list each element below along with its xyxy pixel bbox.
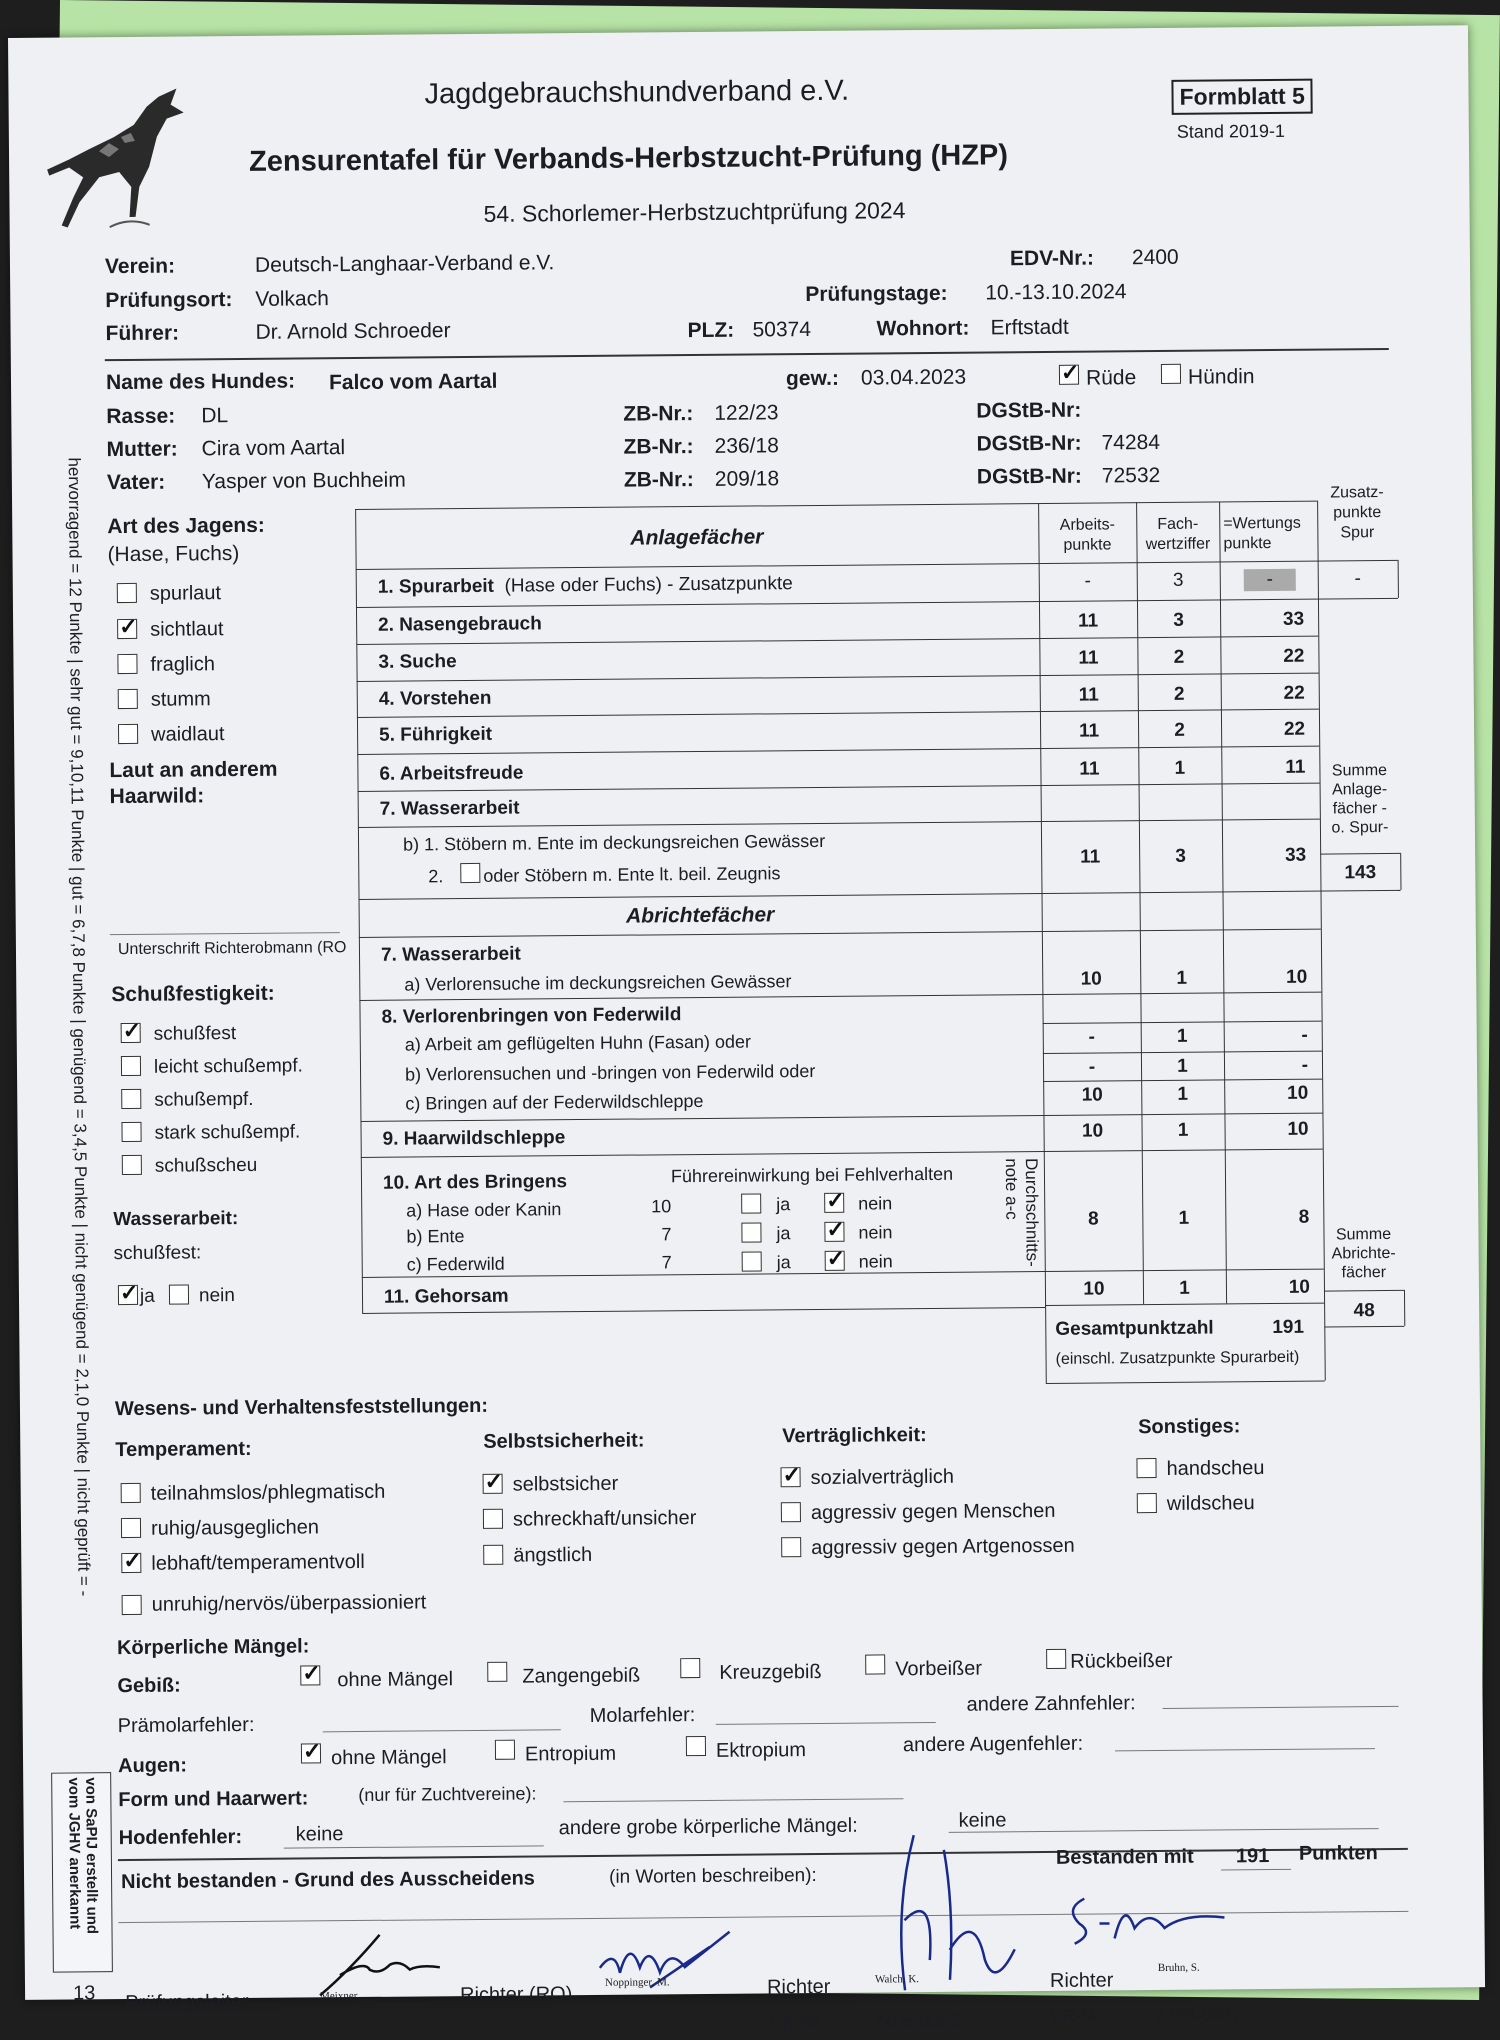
ro-label: Richter (RO) bbox=[460, 1983, 573, 2007]
abricht-header: Abrichtefächer bbox=[625, 903, 775, 928]
wp-cell: 11 bbox=[1285, 756, 1306, 778]
augen-option: ohne Mängel bbox=[330, 1746, 447, 1770]
summe-anlage-label: Summe bbox=[1331, 761, 1388, 780]
nein-label: nein bbox=[858, 1222, 893, 1243]
row-sub-label: c) Bringen auf der Federwildschleppe bbox=[405, 1090, 704, 1114]
dog-name-label: Name des Hundes: bbox=[105, 369, 296, 395]
tage-value: 10.-13.10.2024 bbox=[985, 280, 1127, 305]
bringen-ja-checkbox[interactable] bbox=[742, 1251, 762, 1271]
row-label: 8. Verlorenbringen von Federwild bbox=[381, 1004, 682, 1028]
nicht-bestanden-label: Nicht bestanden - Grund des Ausscheidens bbox=[121, 1867, 535, 1894]
koerper-title: Körperliche Mängel: bbox=[116, 1635, 310, 1660]
summe-abricht-label-3: fächer bbox=[1341, 1264, 1387, 1282]
nein-label: nein bbox=[858, 1251, 893, 1272]
name-richter1: Walch, K. bbox=[874, 1973, 920, 1986]
vert-option: aggressiv gegen Artgenossen bbox=[811, 1534, 1075, 1560]
tage-label: Prüfungstage: bbox=[805, 281, 948, 307]
fw-cell: 3 bbox=[1173, 609, 1184, 631]
praemolar-label: Prämolarfehler: bbox=[117, 1713, 255, 1738]
gebiss-option: Kreuzgebiß bbox=[719, 1660, 822, 1684]
row-sub-label: a) Arbeit am geflügelten Huhn (Fasan) oder bbox=[404, 1031, 752, 1055]
zb-label: ZB-Nr.: bbox=[623, 435, 694, 459]
plz-label: PLZ: bbox=[687, 318, 735, 343]
wertung-header: =Wertungs bbox=[1223, 514, 1301, 533]
fw-cell: 1 bbox=[1174, 757, 1186, 779]
fw-cell: 1 bbox=[1177, 1055, 1188, 1077]
schuss-checkbox[interactable] bbox=[121, 1056, 141, 1076]
fuehrereinwirkung-header: Führereinwirkung bei Fehlverhalten bbox=[670, 1163, 954, 1187]
dgstb-mutter: 74284 bbox=[1101, 430, 1161, 455]
fw-cell: 2 bbox=[1174, 719, 1185, 741]
sonst-title: Sonstiges: bbox=[1138, 1415, 1241, 1439]
gew-label: gew.: bbox=[785, 366, 839, 391]
zb-label: ZB-Nr.: bbox=[623, 402, 694, 426]
zb-vater: 209/18 bbox=[714, 467, 780, 491]
dgstb-vater: 72532 bbox=[1101, 463, 1161, 488]
row-spurarbeit: 1. Spurarbeit (Hase oder Fuchs) - Zusatzpunkte bbox=[377, 573, 793, 598]
sonst-option: wildscheu bbox=[1166, 1492, 1255, 1515]
fw-cell: 2 bbox=[1173, 646, 1185, 668]
selbst-option: selbstsicher bbox=[512, 1472, 619, 1496]
wohnort-label: Wohnort: bbox=[876, 316, 970, 341]
fill-line bbox=[1163, 1706, 1399, 1709]
sonst-option: handscheu bbox=[1166, 1457, 1265, 1480]
summe-anlage-label-4: o. Spur- bbox=[1331, 818, 1389, 837]
jagen-checkbox[interactable] bbox=[117, 619, 137, 639]
row-7b1: b) 1. Stöbern m. Ente im deckungsreichen Gewässer bbox=[402, 830, 826, 855]
laut-title-2: Haarwild: bbox=[109, 784, 205, 809]
huendin-label: Hündin bbox=[1187, 365, 1255, 389]
fuehrer-value: Dr. Arnold Schroeder bbox=[255, 319, 451, 344]
page-number: 13 bbox=[72, 1982, 96, 2005]
summe-anlage-value: 143 bbox=[1344, 862, 1377, 884]
fachwert-header: Fach- bbox=[1157, 515, 1199, 533]
augen-option: Ektropium bbox=[715, 1739, 807, 1762]
vert-option: aggressiv gegen Menschen bbox=[810, 1499, 1056, 1525]
ruede-label: Rüde bbox=[1085, 366, 1137, 390]
ap-cell: 10 bbox=[1080, 968, 1102, 990]
vr-label: VR-Nr.: bbox=[1050, 2005, 1110, 2026]
wasser-title: Wasserarbeit: bbox=[113, 1208, 239, 1231]
row-label: 11. Gehorsam bbox=[383, 1285, 509, 1308]
ruede-checkbox[interactable] bbox=[1059, 365, 1079, 385]
jagen-option: fraglich bbox=[150, 653, 216, 676]
bringen-row-value: 10 bbox=[651, 1196, 672, 1217]
mutter-label: Mutter: bbox=[106, 437, 178, 462]
zb-label: ZB-Nr.: bbox=[623, 468, 694, 492]
vert-option: sozialverträglich bbox=[810, 1465, 955, 1490]
row-sub-label: a) Verlorensuche im deckungsreichen Gewässer bbox=[404, 971, 792, 995]
schuss-title: Schußfestigkeit: bbox=[111, 981, 275, 1007]
bringen-ja-checkbox[interactable] bbox=[741, 1193, 761, 1213]
schuss-checkbox[interactable] bbox=[122, 1155, 142, 1175]
summe-anlage-label-2: Anlage- bbox=[1331, 780, 1388, 799]
schuss-checkbox[interactable] bbox=[121, 1122, 141, 1142]
wp-cell: 22 bbox=[1283, 718, 1306, 740]
sonst-checkbox[interactable] bbox=[1137, 1493, 1157, 1513]
divider bbox=[118, 1848, 1408, 1861]
gesamt-label: Gesamtpunktzahl bbox=[1055, 1317, 1214, 1340]
fw-cell: 3 bbox=[1175, 845, 1187, 867]
fw-cell: 1 bbox=[1179, 1277, 1190, 1299]
bringen-row-value: 7 bbox=[661, 1224, 672, 1245]
anlage-header: Anlagefächer bbox=[630, 525, 764, 550]
gebiss-option: ohne Mängel bbox=[337, 1668, 454, 1692]
gesamt-value: 191 bbox=[1272, 1316, 1305, 1339]
richter2-label: Richter bbox=[1049, 1969, 1114, 1992]
wohnort-value: Erftstadt bbox=[990, 315, 1069, 340]
jagen-option: sichtlaut bbox=[150, 618, 224, 641]
name-ro: Noppinger, M. bbox=[604, 1976, 670, 1989]
edv-value: 2400 bbox=[1131, 245, 1179, 270]
row-label: 4. Vorstehen bbox=[378, 687, 492, 710]
row-label: 7. Wasserarbeit bbox=[380, 943, 521, 966]
selbst-checkbox[interactable] bbox=[483, 1545, 503, 1565]
gebiss-checkbox[interactable] bbox=[487, 1662, 507, 1682]
molar-label: Molarfehler: bbox=[589, 1704, 696, 1727]
dgstb-label: DGStB-Nr: bbox=[976, 398, 1082, 423]
temp-checkbox[interactable] bbox=[121, 1483, 141, 1503]
gebiss-checkbox[interactable] bbox=[300, 1665, 320, 1685]
bringen-row-label: a) Hase oder Kanin bbox=[406, 1199, 562, 1221]
wp-cell: 33 bbox=[1282, 608, 1305, 630]
fw-cell: 2 bbox=[1173, 683, 1185, 705]
wasser-nein-checkbox[interactable] bbox=[169, 1284, 189, 1304]
temp-option: lebhaft/temperamentvoll bbox=[151, 1550, 365, 1575]
grobe-label: andere grobe körperliche Mängel: bbox=[558, 1814, 858, 1840]
dog-logo-icon bbox=[38, 76, 189, 237]
divider bbox=[105, 348, 1389, 361]
bringen-nein-checkbox[interactable] bbox=[825, 1251, 845, 1271]
richter1-label: Richter bbox=[766, 1975, 831, 1999]
nicht-bestanden-sub: (in Worten beschreiben): bbox=[608, 1865, 817, 1888]
augen-option: Entropium bbox=[524, 1742, 617, 1766]
ap-cell: 10 bbox=[1083, 1278, 1105, 1300]
wasser-sub: schußfest: bbox=[113, 1242, 202, 1265]
vr-richter1: 2405-0025 bbox=[873, 2010, 960, 2032]
summe-abricht-label-2: Abrichte- bbox=[1331, 1244, 1396, 1263]
ja-label: ja bbox=[776, 1252, 791, 1273]
gebiss-option: Vorbeißer bbox=[895, 1657, 983, 1681]
zahn-label: andere Zahnfehler: bbox=[966, 1692, 1136, 1716]
ja-label: ja bbox=[776, 1223, 791, 1244]
gebiss-label: Gebiß: bbox=[117, 1674, 181, 1698]
ap-cell: 11 bbox=[1078, 720, 1100, 742]
signature-richter2 bbox=[1054, 1887, 1235, 1959]
row-7b2-number: 2. bbox=[428, 866, 444, 887]
fachwert-header-2: wertziffer bbox=[1145, 535, 1211, 554]
wp-cell: 33 bbox=[1284, 844, 1307, 866]
rasse-value: DL bbox=[201, 404, 229, 428]
jagen-checkbox[interactable] bbox=[118, 689, 138, 709]
gebiss-checkbox[interactable] bbox=[865, 1654, 885, 1674]
arbeitspunkte-header: Arbeits- bbox=[1059, 516, 1115, 534]
selbst-option: ängstlich bbox=[513, 1543, 593, 1567]
fw-cell: 1 bbox=[1177, 1083, 1189, 1105]
wp-cell: 22 bbox=[1283, 682, 1305, 704]
row-label: 9. Haarwildschleppe bbox=[382, 1127, 566, 1150]
row-sub-label: b) Verlorensuchen und -bringen von Federwild oder bbox=[404, 1060, 816, 1085]
dgstb-label: DGStB-Nr: bbox=[976, 431, 1082, 456]
gebiss-option: Zangengebiß bbox=[522, 1664, 641, 1688]
schuss-checkbox[interactable] bbox=[121, 1089, 141, 1109]
grobe-value: keine bbox=[958, 1809, 1007, 1832]
ro-signature-label: Unterschrift Richterobmann (RO bbox=[117, 939, 347, 959]
dgstb-label: DGStB-Nr: bbox=[976, 464, 1082, 489]
hoden-value: keine bbox=[295, 1823, 344, 1846]
jagen-checkbox[interactable] bbox=[117, 654, 137, 674]
summe-anlage-label-3: fächer - bbox=[1332, 799, 1387, 818]
augen-checkbox[interactable] bbox=[495, 1740, 515, 1760]
zusatz-header-2: punkte bbox=[1333, 504, 1382, 522]
fw-cell: 1 bbox=[1177, 1119, 1189, 1141]
score-table bbox=[355, 484, 1406, 1368]
wasser-ja-label: ja bbox=[139, 1285, 155, 1307]
vert-checkbox[interactable] bbox=[781, 1467, 801, 1487]
bringen-ja-checkbox[interactable] bbox=[741, 1222, 761, 1242]
row-label: 2. Nasengebrauch bbox=[378, 613, 542, 636]
wp-cell: - bbox=[1266, 568, 1274, 591]
row-label: 5. Führigkeit bbox=[379, 723, 493, 746]
gebiss-checkbox[interactable] bbox=[1046, 1649, 1066, 1669]
bestanden-label: Bestanden mit bbox=[1055, 1845, 1194, 1869]
summe-abricht-label: Summe bbox=[1335, 1225, 1392, 1244]
arbeitspunkte-header-2: punkte bbox=[1063, 536, 1112, 554]
vr-richter2: 2408-0037 bbox=[1155, 2004, 1242, 2026]
temp-checkbox[interactable] bbox=[121, 1518, 141, 1538]
edv-label: EDV-Nr.: bbox=[1009, 246, 1095, 271]
verein-value: Deutsch-Langhaar-Verband e.V. bbox=[254, 251, 555, 277]
ap-cell: 11 bbox=[1079, 758, 1100, 780]
ap-cell: 8 bbox=[1087, 1208, 1099, 1230]
wp-cell: 10 bbox=[1287, 1082, 1309, 1104]
wertung-header-2: punkte bbox=[1223, 534, 1272, 553]
org-name: Jagdgebrauchshundverband e.V. bbox=[424, 74, 850, 111]
vater-label: Vater: bbox=[106, 470, 166, 495]
augen-andere-label: andere Augenfehler: bbox=[902, 1732, 1084, 1757]
plz-value: 50374 bbox=[752, 318, 812, 342]
augen-label: Augen: bbox=[117, 1754, 188, 1778]
ort-label: Prüfungsort: bbox=[105, 288, 233, 313]
form-sub: (nur für Zuchtvereine): bbox=[358, 1783, 537, 1806]
score-sheet-page bbox=[8, 25, 1485, 2033]
gesamt-sub: (einschl. Zusatzpunkte Spurarbeit) bbox=[1055, 1348, 1300, 1368]
schuss-option: stark schußempf. bbox=[154, 1121, 301, 1144]
bringen-nein-checkbox[interactable] bbox=[824, 1193, 844, 1213]
name-leiter: Meixner bbox=[320, 1990, 358, 2003]
row-label: 7. Wasserarbeit bbox=[379, 797, 520, 820]
vater-value: Yasper von Buchheim bbox=[201, 468, 406, 494]
wasser-ja-checkbox[interactable] bbox=[118, 1285, 138, 1305]
selbst-checkbox[interactable] bbox=[483, 1474, 503, 1494]
gebiss-checkbox[interactable] bbox=[680, 1658, 700, 1678]
selbst-title: Selbstsicherheit: bbox=[483, 1429, 645, 1453]
ap-cell: - bbox=[1088, 1026, 1096, 1048]
schuss-option: leicht schußempf. bbox=[153, 1055, 303, 1078]
fill-line bbox=[716, 1722, 936, 1725]
wesen-title: Wesens- und Verhaltensfeststellungen: bbox=[114, 1394, 489, 1421]
nein-label: nein bbox=[858, 1193, 893, 1214]
ap-cell: 11 bbox=[1078, 684, 1099, 706]
jagen-option: waidlaut bbox=[150, 723, 225, 746]
jagen-option: spurlaut bbox=[149, 582, 222, 605]
schuss-option: schußfest bbox=[153, 1023, 237, 1045]
form-id: Formblatt 5 bbox=[1171, 79, 1313, 115]
form-version: Stand 2019-1 bbox=[1176, 120, 1286, 142]
huendin-checkbox[interactable] bbox=[1161, 364, 1181, 384]
ap-cell: 10 bbox=[1081, 1120, 1104, 1142]
bringen-row-value: 7 bbox=[661, 1252, 672, 1273]
ap-cell: - bbox=[1084, 570, 1092, 592]
selbst-checkbox[interactable] bbox=[483, 1509, 503, 1529]
zusatz-header: Zusatz- bbox=[1330, 484, 1384, 502]
sapij-note: von SaPIJ erstellt und vom JGHV anerkannt bbox=[65, 1777, 101, 1935]
temp-option: ruhig/ausgeglichen bbox=[150, 1516, 320, 1540]
sonst-checkbox[interactable] bbox=[1136, 1458, 1156, 1478]
jagen-checkbox[interactable] bbox=[118, 724, 138, 744]
fill-line bbox=[563, 1798, 903, 1802]
verein-label: Verein: bbox=[104, 254, 176, 279]
bringen-row-label: b) Ente bbox=[406, 1226, 465, 1247]
gew-value: 03.04.2023 bbox=[860, 365, 967, 390]
augen-checkbox[interactable] bbox=[686, 1736, 706, 1756]
jagen-sub: (Hase, Fuchs) bbox=[107, 542, 240, 567]
wasser-nein-label: nein bbox=[198, 1285, 235, 1307]
fw-cell: 1 bbox=[1176, 1025, 1188, 1047]
fw-cell: 3 bbox=[1172, 569, 1184, 591]
zeugnis-checkbox[interactable] bbox=[460, 863, 480, 883]
zusatz-header-3: Spur bbox=[1340, 524, 1375, 542]
temp-option: teilnahmslos/phlegmatisch bbox=[150, 1480, 386, 1505]
ap-cell: 11 bbox=[1078, 647, 1099, 669]
vr-label: VR-Nr.: bbox=[770, 2011, 830, 2033]
fuehrer-label: Führer: bbox=[105, 321, 180, 346]
gebiss-option: Rückbeißer bbox=[1070, 1649, 1173, 1673]
durchschnitt-label: Durchschnitts- note a-c bbox=[1001, 1158, 1042, 1267]
laut-title: Laut an anderem bbox=[109, 757, 278, 783]
temp-option: unruhig/nervös/überpassioniert bbox=[151, 1591, 427, 1616]
temp-checkbox[interactable] bbox=[122, 1595, 142, 1615]
signature-line bbox=[110, 932, 340, 935]
wp-cell: 10 bbox=[1287, 1118, 1309, 1140]
mutter-value: Cira vom Aartal bbox=[201, 436, 346, 461]
bestanden-points: 191 bbox=[1235, 1845, 1270, 1868]
fill-line bbox=[323, 1729, 561, 1732]
vert-checkbox[interactable] bbox=[781, 1537, 801, 1557]
fill-line bbox=[1221, 1869, 1291, 1871]
ap-cell: - bbox=[1088, 1056, 1096, 1078]
leiter-label: Prüfungsleiter bbox=[125, 1990, 249, 2015]
vert-checkbox[interactable] bbox=[781, 1502, 801, 1522]
hoden-label: Hodenfehler: bbox=[118, 1826, 243, 1850]
wp-cell: - bbox=[1301, 1054, 1309, 1076]
row-label: 6. Arbeitsfreude bbox=[379, 762, 524, 785]
ap-cell: 11 bbox=[1080, 846, 1101, 868]
wp-cell: 8 bbox=[1298, 1206, 1310, 1228]
wp-cell: 10 bbox=[1286, 966, 1308, 988]
fill-line bbox=[1115, 1748, 1375, 1751]
jagen-checkbox[interactable] bbox=[117, 583, 137, 603]
rasse-label: Rasse: bbox=[106, 404, 176, 429]
grading-scale: hervorragend = 12 Punkte | sehr gut = 9,10,11 Punkte | gut = 6,7,8 Punkte | genügend = 3,4,5 Punkte | nicht genügend = 2,1,0 Punkte | nicht geprüft = - bbox=[64, 457, 94, 1597]
schuss-checkbox[interactable] bbox=[121, 1023, 141, 1043]
wp-cell: 22 bbox=[1283, 645, 1305, 667]
name-richter2: Bruhn, S. bbox=[1157, 1961, 1200, 1975]
ap-cell: 11 bbox=[1077, 610, 1099, 632]
ort-value: Volkach bbox=[255, 287, 329, 311]
selbst-option: schreckhaft/unsicher bbox=[512, 1507, 697, 1531]
ja-label: ja bbox=[776, 1194, 791, 1215]
bringen-nein-checkbox[interactable] bbox=[824, 1222, 844, 1242]
temp-checkbox[interactable] bbox=[121, 1553, 141, 1573]
bestanden-punkte-label: Punkten bbox=[1298, 1842, 1378, 1865]
fw-cell: 1 bbox=[1178, 1207, 1190, 1229]
vert-title: Verträglichkeit: bbox=[782, 1424, 927, 1448]
row-label: 10. Art des Bringens bbox=[382, 1171, 568, 1194]
fw-cell: 1 bbox=[1176, 967, 1188, 989]
augen-checkbox[interactable] bbox=[301, 1743, 321, 1763]
zp-cell: - bbox=[1354, 568, 1362, 590]
zb-dog: 122/23 bbox=[714, 401, 779, 425]
row-7b2: oder Stöbern m. Ente lt. beil. Zeugnis bbox=[483, 863, 781, 886]
wp-cell: 10 bbox=[1288, 1276, 1311, 1298]
schuss-option: schußscheu bbox=[154, 1154, 258, 1177]
row-label: 3. Suche bbox=[378, 651, 457, 673]
jagen-option: stumm bbox=[150, 688, 211, 711]
wp-cell: - bbox=[1301, 1024, 1308, 1046]
ap-cell: 10 bbox=[1081, 1084, 1103, 1106]
dog-name: Falco vom Aartal bbox=[328, 369, 498, 395]
zb-mutter: 236/18 bbox=[714, 434, 779, 458]
bringen-row-label: c) Federwild bbox=[406, 1253, 505, 1275]
summe-abricht-value: 48 bbox=[1353, 1300, 1375, 1322]
form-title: Zensurentafel für Verbands-Herbstzucht-Prüfung (HZP) bbox=[248, 139, 1009, 178]
form-subtitle: 54. Schorlemer-Herbstzuchtprüfung 2024 bbox=[483, 197, 906, 227]
schuss-option: schußempf. bbox=[154, 1088, 254, 1111]
jagen-title: Art des Jagens: bbox=[107, 513, 265, 539]
temperament-title: Temperament: bbox=[115, 1437, 252, 1462]
form-label: Form und Haarwert: bbox=[118, 1787, 309, 1812]
